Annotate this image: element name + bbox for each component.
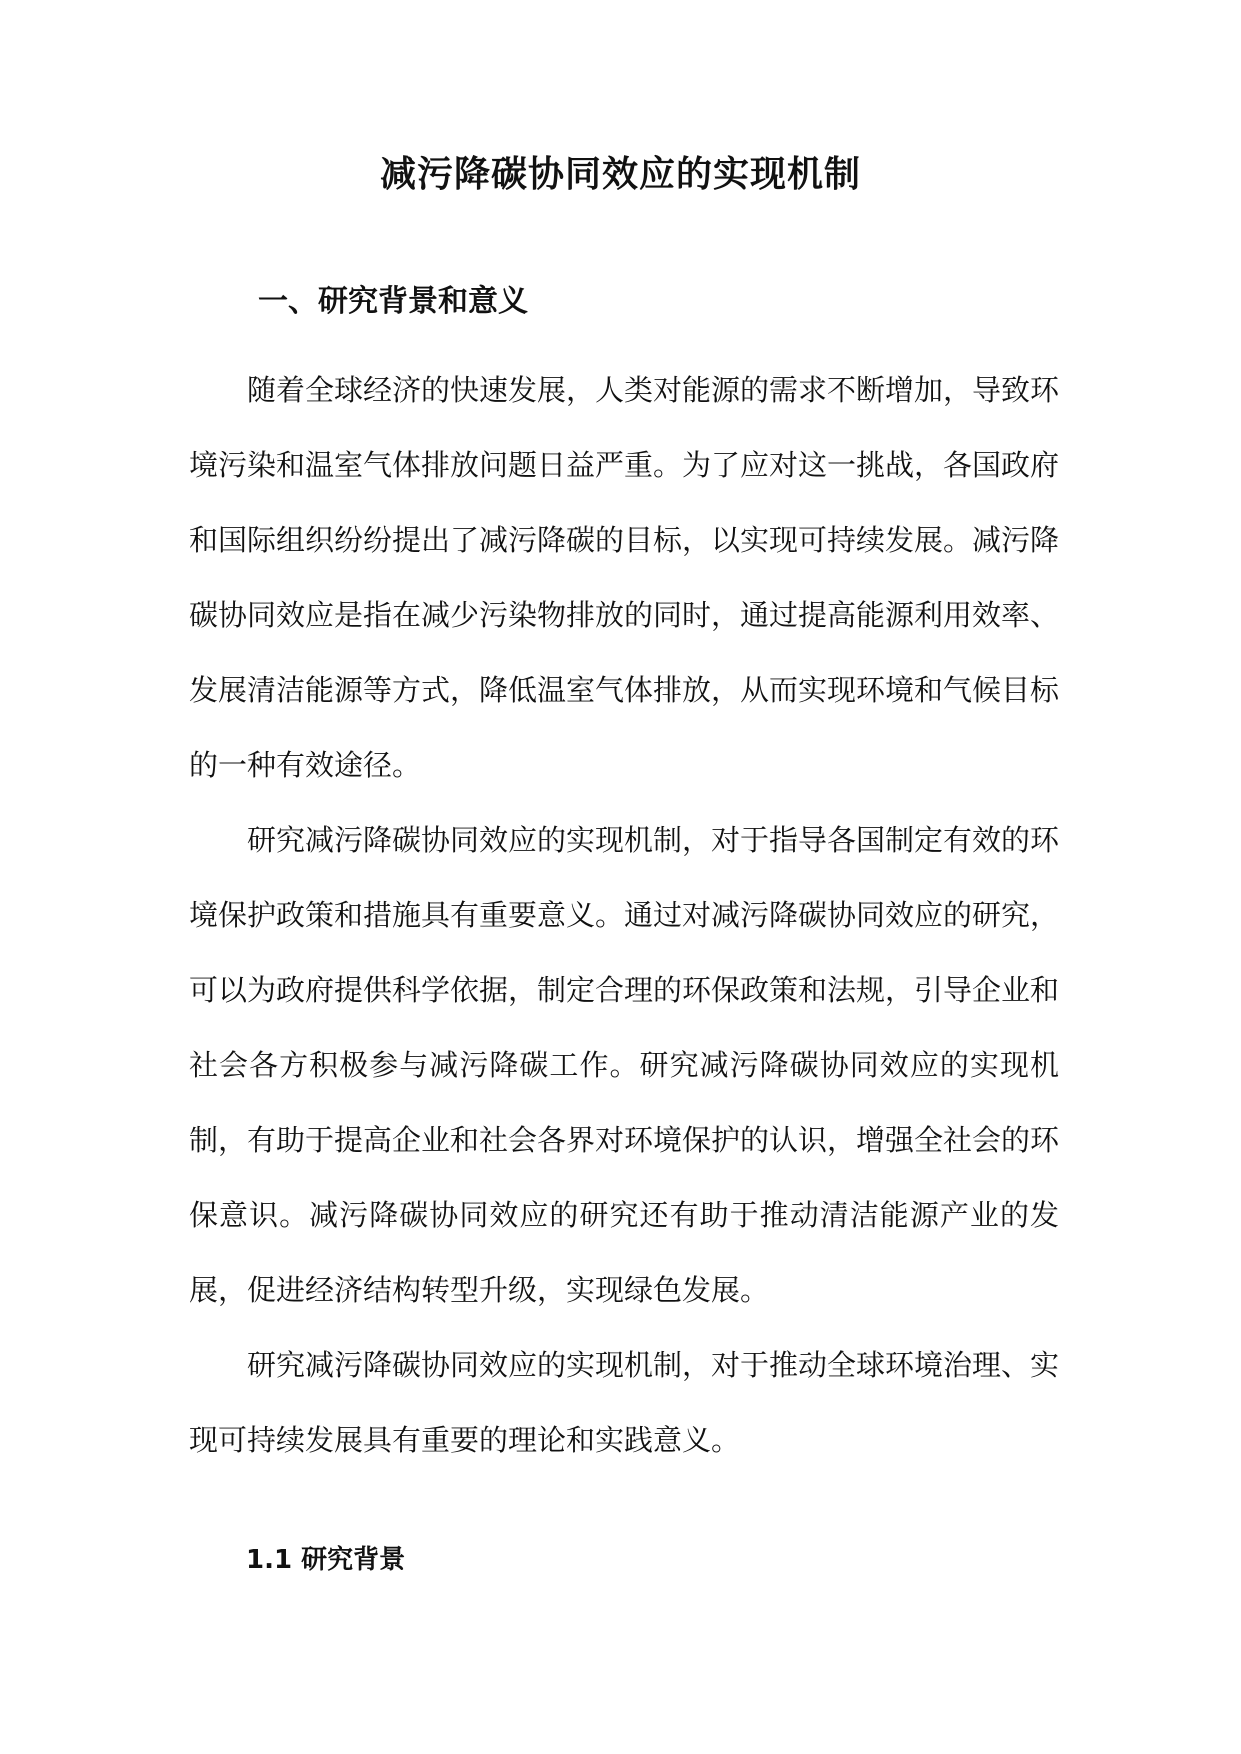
body-paragraph: 随着全球经济的快速发展，人类对能源的需求不断增加，导致环境污染和温室气体排放问题日益严重。为了应对这一挑战，各国政府和国际组织纷纷提出了减污降碳的目标，以实现可持续发展。减污降碳协同效应是指在减少污染物排放的同时，通过提高能源利用效率、发展清洁能源等方式，降低温室气体排放，从而实现环境和气候目标的一种有效途径。 — [189, 373, 1060, 782]
document-title: 减污降碳协同效应的实现机制 — [379, 154, 861, 195]
body-paragraph: 研究减污降碳协同效应的实现机制，对于指导各国制定有效的环境保护政策和措施具有重要意义。通过对减污降碳协同效应的研究，可以为政府提供科学依据，制定合理的环保政策和法规，引导企业和社会各方积极参与减污降碳工作。研究减污降碳协同效应的实现机制，有助于提高企业和社会各界对环境保护的认识，增强全社会的环保意识。减污降碳协同效应的研究还有助于推动清洁能源产业的发展，促进经济结构转型升级，实现绿色发展。 — [189, 823, 1060, 1307]
section-heading: 一、研究背景和意义 — [258, 284, 528, 319]
subsection-heading: 1.1 研究背景 — [246, 1545, 406, 1575]
body-paragraph: 研究减污降碳协同效应的实现机制，对于推动全球环境治理、实现可持续发展具有重要的理论和实践意义。 — [189, 1348, 1060, 1457]
